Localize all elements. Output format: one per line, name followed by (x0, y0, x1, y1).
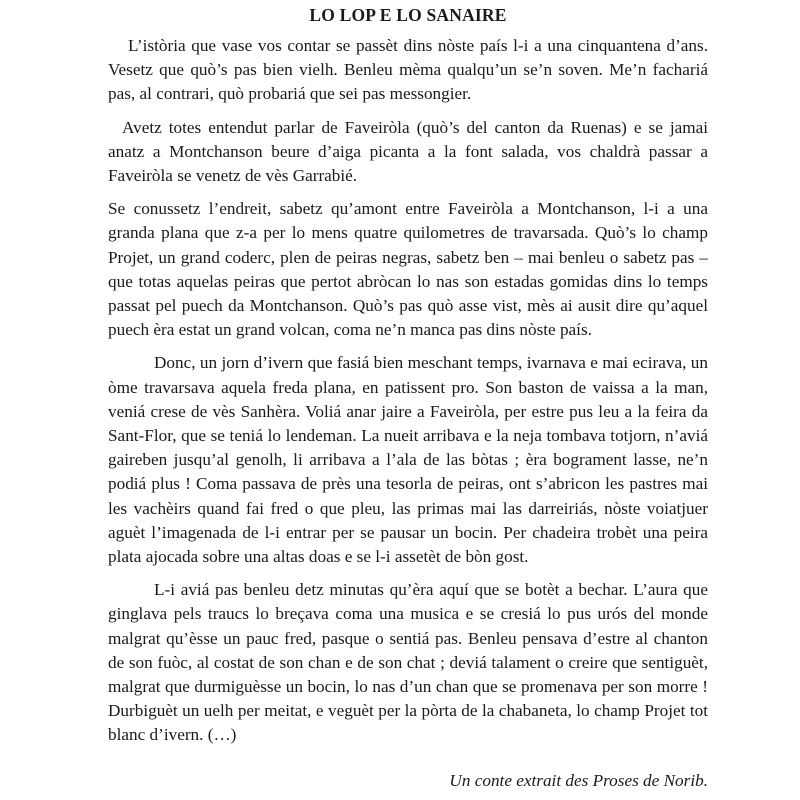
paragraph-5: L-i aviá pas benleu detz minutas qu’èra aquí que se botèt a bechar. L’aura que ginglava pels traucs lo breçava coma una musica e se cresiá lo pus urós del monde malgrat qu’èsse un pauc fred, pasque o sentiá pas. Benleu pensava d’estre al chanton de son fuòc, al costat de son chan e de son chat ; deviá talament o creire que sentiguèt, malgrat que durmiguèsse un bocin, lo nas d’un chan que se promenava per son morre ! Durbiguèt un uelh per meitat, e veguèt per la pòrta de la chabaneta, lo champ Projet tot blanc d’ivern. (…) (108, 580, 708, 745)
paragraph-4: Donc, un jorn d’ivern que fasiá bien meschant temps, ivarnava e mai ecirava, un òme travarsava aquela freda plana, en patissent pro. Son baston de vaissa a la man, veniá crese de vès Sanhèra. Voliá anar jaire a Faveiròla, per estre pus leu a la feira da Sant-Flor, que se teniá lo lendeman. La nueit arribava e la neja tombava totjorn, n’aviá gaireben jusqu’al genolh, li arribava a l’ala de las bòtas ; èra bograment lasse, ne’n podiá plus ! Coma passava de près una tesorla de peiras, ont s’abricon les pastres mai les vachèirs quand fai fred o que pleu, las primas mai las darreiriás, nòste voiatjuer aguèt l’imagenada de l-i entrar per se pausar un bocin. Per chadeira trobèt una peira plata ajocada sobre una altas doas e se l-i assetèt de bòn gost. (108, 353, 708, 567)
source-credit: Un conte extrait des Proses de Norib. (449, 771, 708, 790)
paragraph-3: Se conussetz l’endreit, sabetz qu’amont entre Faveiròla a Montchanson, l-i a una granda plana que z-a per lo mens quatre quilometres de travarsada. Quò’s lo champ Projet, un grand coderc, plen de peiras negras, sabetz ben – mai benleu o sabetz pas – que totas aquelas peiras que pertot abròcan lo nas son estadas gomidas dins lo temps passat pel puech da Montchanson. Quò’s pas quò asse vist, mès ai ausit dire qu’aquel puech èra estat un grand volcan, coma ne’n manca pas dins nòste país. (108, 199, 708, 340)
document-title: LO LOP E LO SANAIRE (309, 5, 507, 25)
paragraph-2: Avetz totes entendut parlar de Faveiròla (quò’s del canton da Ruenas) e se jamai anatz a Montchanson beure d’aiga picanta a la font salada, vos chaldrà passar a Faveiròla se venetz de vès Garrabié. (108, 117, 708, 186)
document-page (108, 4, 708, 790)
paragraph-1: L’istòria que vase vos contar se passèt dins nòste país l-i a una cinquantena d’ans. Vesetz que quò’s pas bien vielh. Benleu mèma qualqu’un se’n soven. Me’n fachariá pas, al contrari, quò probariá que sei pas messongier. (108, 36, 708, 104)
